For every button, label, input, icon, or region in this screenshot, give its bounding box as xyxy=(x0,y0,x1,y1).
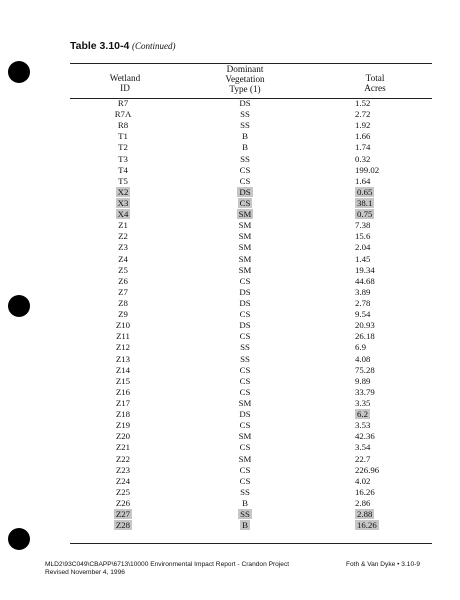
column-header-wetland-id xyxy=(95,74,155,94)
total-acres-cell-text: 26.18 xyxy=(355,331,375,342)
wetland-id-cell xyxy=(103,354,143,365)
vegetation-type-cell-text: SS xyxy=(240,120,250,131)
table-row xyxy=(70,487,432,498)
table-row xyxy=(70,131,432,142)
table-row xyxy=(70,442,432,453)
wetland-id-cell-text: Z14 xyxy=(115,364,131,375)
vegetation-type-cell xyxy=(225,98,265,109)
wetland-id-cell-text: Z27 xyxy=(115,509,131,520)
wetland-id-cell xyxy=(103,176,143,187)
total-acres-cell-text: 1.52 xyxy=(355,98,371,108)
table-bottom-rule xyxy=(70,543,432,544)
header-line: Type (1) xyxy=(229,83,261,94)
total-acres-cell xyxy=(355,109,401,120)
total-acres-cell xyxy=(355,220,401,231)
total-acres-cell-text: 0.75 xyxy=(357,209,373,220)
vegetation-type-cell xyxy=(225,287,265,298)
vegetation-type-cell-text: SM xyxy=(238,253,252,264)
total-acres-cell-text: 1.74 xyxy=(355,142,371,153)
table-row xyxy=(70,120,432,131)
vegetation-type-cell-text: DS xyxy=(239,320,251,331)
table-row xyxy=(70,409,432,420)
total-acres-cell-text: 1.66 xyxy=(355,131,371,142)
table-row xyxy=(70,498,432,509)
wetland-id-cell xyxy=(103,376,143,387)
vegetation-type-cell-text: CS xyxy=(239,420,251,431)
binder-hole-bottom xyxy=(8,528,30,550)
vegetation-type-cell-text: CS xyxy=(239,275,251,286)
vegetation-type-cell-text: CS xyxy=(239,364,251,375)
wetland-id-cell xyxy=(103,365,143,376)
wetland-id-cell-text: Z7 xyxy=(118,286,128,297)
wetland-id-cell xyxy=(103,287,143,298)
wetland-id-cell-text: Z2 xyxy=(118,231,128,242)
vegetation-type-cell-text: CS xyxy=(239,442,251,453)
total-acres-cell xyxy=(355,342,401,353)
vegetation-type-cell-text: SS xyxy=(240,153,250,164)
vegetation-type-cell xyxy=(225,465,265,476)
total-acres-cell-text: 199.02 xyxy=(355,164,380,175)
total-acres-cell xyxy=(355,154,401,165)
vegetation-type-cell-text: CS xyxy=(239,309,251,320)
table-row xyxy=(70,365,432,376)
table-row xyxy=(70,298,432,309)
vegetation-type-cell xyxy=(225,376,265,387)
wetland-id-cell xyxy=(103,320,143,331)
total-acres-cell-text: 3.35 xyxy=(355,397,371,408)
wetland-id-cell xyxy=(103,498,143,509)
total-acres-cell-text: 38.1 xyxy=(357,197,373,208)
total-acres-cell xyxy=(355,365,401,376)
header-line: Dominant xyxy=(226,64,264,74)
wetland-id-cell xyxy=(103,98,143,109)
wetland-id-cell-text: Z10 xyxy=(115,320,131,331)
total-acres-cell xyxy=(355,254,401,265)
wetland-id-cell-text: X2 xyxy=(117,186,129,197)
wetland-id-cell-text: T1 xyxy=(118,131,128,142)
wetland-id-cell xyxy=(103,487,143,498)
table-row xyxy=(70,520,432,531)
total-acres-cell xyxy=(355,265,401,276)
total-acres-cell xyxy=(355,309,401,320)
wetland-id-cell xyxy=(103,454,143,465)
total-acres-cell-text: 44.68 xyxy=(355,275,375,286)
total-acres-cell xyxy=(355,287,401,298)
vegetation-type-cell-text: SM xyxy=(238,209,252,220)
total-acres-cell xyxy=(355,509,401,520)
vegetation-type-cell-text: SM xyxy=(238,397,252,408)
wetland-id-cell xyxy=(103,276,143,287)
header-line: Wetland xyxy=(109,73,141,83)
wetland-id-cell-text: Z4 xyxy=(118,253,128,264)
wetland-id-cell xyxy=(103,420,143,431)
wetland-id-cell-text: Z23 xyxy=(115,464,131,475)
vegetation-type-cell xyxy=(225,320,265,331)
total-acres-cell-text: 9.89 xyxy=(355,375,371,386)
vegetation-type-cell xyxy=(225,254,265,265)
total-acres-cell-text: 42.36 xyxy=(355,431,375,442)
wetland-id-cell-text: Z6 xyxy=(118,275,128,286)
wetland-id-cell xyxy=(103,242,143,253)
wetland-id-cell xyxy=(103,120,143,131)
wetland-id-cell xyxy=(103,309,143,320)
wetland-id-cell xyxy=(103,509,143,520)
vegetation-type-cell xyxy=(225,120,265,131)
binder-hole-middle xyxy=(8,295,30,317)
total-acres-cell-text: 20.93 xyxy=(355,320,375,331)
total-acres-cell-text: 3.89 xyxy=(355,286,371,297)
total-acres-cell xyxy=(355,320,401,331)
vegetation-type-cell xyxy=(225,520,265,531)
wetland-id-cell xyxy=(103,109,143,120)
vegetation-type-cell-text: SM xyxy=(238,264,252,275)
vegetation-type-cell xyxy=(225,176,265,187)
vegetation-type-cell-text: SM xyxy=(238,231,252,242)
footer-document-path: MLD2\93C049\CBAPP\6713\10000 Environmental Impact Report - Crandon Project xyxy=(45,561,290,568)
total-acres-cell xyxy=(355,420,401,431)
wetland-id-cell-text: R7 xyxy=(117,98,129,108)
table-row xyxy=(70,98,432,109)
total-acres-cell-text: 1.64 xyxy=(355,175,371,186)
vegetation-type-cell xyxy=(225,342,265,353)
header-line: Total xyxy=(365,73,385,83)
vegetation-type-cell xyxy=(225,476,265,487)
wetland-id-cell xyxy=(103,198,143,209)
wetland-id-cell-text: X3 xyxy=(117,197,129,208)
wetland-id-cell-text: Z3 xyxy=(118,242,128,253)
vegetation-type-cell xyxy=(225,276,265,287)
table-row xyxy=(70,342,432,353)
total-acres-cell-text: 0.65 xyxy=(357,186,373,197)
table-row xyxy=(70,476,432,487)
total-acres-cell-text: 2.88 xyxy=(357,509,373,520)
total-acres-cell-text: 75.28 xyxy=(355,364,375,375)
wetland-id-cell xyxy=(103,342,143,353)
table-row xyxy=(70,465,432,476)
wetland-id-cell-text: Z15 xyxy=(115,375,131,386)
vegetation-type-cell-text: SM xyxy=(238,242,252,253)
table-row xyxy=(70,220,432,231)
wetland-id-cell-text: Z19 xyxy=(115,420,131,431)
vegetation-type-cell xyxy=(225,231,265,242)
wetland-id-cell xyxy=(103,442,143,453)
total-acres-cell-text: 6.9 xyxy=(355,342,366,353)
wetland-id-cell xyxy=(103,165,143,176)
header-line: Acres xyxy=(364,82,386,93)
vegetation-type-cell xyxy=(225,131,265,142)
total-acres-cell-text: 3.53 xyxy=(355,420,371,431)
total-acres-cell-text: 226.96 xyxy=(355,464,380,475)
table-row xyxy=(70,420,432,431)
footer-revision-date: Revised November 4, 1996 xyxy=(45,569,125,576)
vegetation-type-cell xyxy=(225,309,265,320)
total-acres-cell-text: 1.45 xyxy=(355,253,371,264)
vegetation-type-cell-text: B xyxy=(242,520,248,531)
wetland-id-cell-text: T2 xyxy=(118,142,128,153)
vegetation-type-cell-text: CS xyxy=(239,175,251,186)
vegetation-type-cell xyxy=(225,198,265,209)
wetland-id-cell-text: R7A xyxy=(114,109,132,120)
vegetation-type-cell-text: B xyxy=(242,131,248,142)
total-acres-cell xyxy=(355,209,401,220)
vegetation-type-cell xyxy=(225,420,265,431)
vegetation-type-cell xyxy=(225,509,265,520)
wetland-id-cell-text: Z16 xyxy=(115,386,131,397)
vegetation-type-cell xyxy=(225,165,265,176)
vegetation-type-cell xyxy=(225,209,265,220)
wetland-id-cell xyxy=(103,231,143,242)
wetland-id-cell xyxy=(103,187,143,198)
vegetation-type-cell xyxy=(225,442,265,453)
column-header-vegetation-type xyxy=(210,65,280,94)
total-acres-cell-text: 16.26 xyxy=(357,520,377,531)
wetland-id-cell-text: Z20 xyxy=(115,431,131,442)
vegetation-type-cell xyxy=(225,487,265,498)
wetland-id-cell xyxy=(103,520,143,531)
vegetation-type-cell-text: SS xyxy=(240,109,250,120)
total-acres-cell-text: 0.32 xyxy=(355,153,371,164)
vegetation-type-cell-text: DS xyxy=(239,409,251,420)
table-row xyxy=(70,276,432,287)
vegetation-type-cell xyxy=(225,298,265,309)
wetland-id-cell-text: Z8 xyxy=(118,297,128,308)
total-acres-cell-text: 2.04 xyxy=(355,242,371,253)
total-acres-cell xyxy=(355,354,401,365)
wetland-id-cell-text: X4 xyxy=(117,209,129,220)
vegetation-type-cell-text: SS xyxy=(240,342,250,353)
table-row xyxy=(70,242,432,253)
total-acres-cell xyxy=(355,165,401,176)
header-line: ID xyxy=(120,82,130,93)
vegetation-type-cell xyxy=(225,454,265,465)
wetland-id-cell xyxy=(103,476,143,487)
table-row xyxy=(70,454,432,465)
vegetation-type-cell xyxy=(225,387,265,398)
wetland-id-cell-text: Z22 xyxy=(115,453,131,464)
total-acres-cell xyxy=(355,498,401,509)
total-acres-cell xyxy=(355,331,401,342)
total-acres-cell-text: 22.7 xyxy=(355,453,371,464)
wetland-id-cell xyxy=(103,465,143,476)
total-acres-cell xyxy=(355,231,401,242)
wetland-id-cell-text: Z1 xyxy=(118,220,128,231)
footer-left xyxy=(45,561,289,577)
vegetation-type-cell-text: SS xyxy=(240,509,250,520)
table-row xyxy=(70,509,432,520)
vegetation-type-cell-text: DS xyxy=(239,286,251,297)
table-number: Table 3.10-4 xyxy=(70,40,130,52)
wetland-id-cell xyxy=(103,209,143,220)
vegetation-type-cell xyxy=(225,154,265,165)
wetland-id-cell xyxy=(103,298,143,309)
vegetation-type-cell xyxy=(225,109,265,120)
wetland-id-cell-text: Z12 xyxy=(115,342,131,353)
wetland-id-cell-text: T5 xyxy=(118,175,128,186)
wetland-id-cell xyxy=(103,431,143,442)
total-acres-cell xyxy=(355,398,401,409)
table-row xyxy=(70,254,432,265)
vegetation-type-cell xyxy=(225,354,265,365)
total-acres-cell xyxy=(355,120,401,131)
total-acres-cell xyxy=(355,487,401,498)
wetland-id-cell-text: Z21 xyxy=(115,442,131,453)
vegetation-type-cell xyxy=(225,398,265,409)
wetland-id-cell xyxy=(103,220,143,231)
table-row xyxy=(70,187,432,198)
wetland-id-cell-text: Z5 xyxy=(118,264,128,275)
total-acres-cell xyxy=(355,520,401,531)
vegetation-type-cell-text: DS xyxy=(239,297,251,308)
wetland-id-cell-text: Z13 xyxy=(115,353,131,364)
column-header-total-acres xyxy=(345,74,405,94)
total-acres-cell-text: 2.78 xyxy=(355,297,371,308)
vegetation-type-cell-text: SM xyxy=(238,220,252,231)
total-acres-cell-text: 2.86 xyxy=(355,497,371,508)
wetland-id-cell xyxy=(103,387,143,398)
wetland-id-cell-text: Z18 xyxy=(115,409,131,420)
wetland-id-cell-text: Z11 xyxy=(116,331,130,342)
vegetation-type-cell xyxy=(225,409,265,420)
total-acres-cell xyxy=(355,465,401,476)
total-acres-cell xyxy=(355,476,401,487)
header-line: Vegetation xyxy=(225,73,265,84)
vegetation-type-cell-text: CS xyxy=(239,331,251,342)
vegetation-type-cell-text: CS xyxy=(239,164,251,175)
table-row xyxy=(70,431,432,442)
vegetation-type-cell-text: B xyxy=(242,142,248,153)
total-acres-cell xyxy=(355,387,401,398)
total-acres-cell xyxy=(355,131,401,142)
table-row xyxy=(70,165,432,176)
binder-hole-top xyxy=(8,61,30,83)
total-acres-cell xyxy=(355,431,401,442)
vegetation-type-cell-text: SM xyxy=(238,431,252,442)
vegetation-type-cell-text: CS xyxy=(239,475,251,486)
vegetation-type-cell xyxy=(225,187,265,198)
vegetation-type-cell xyxy=(225,242,265,253)
table-row xyxy=(70,287,432,298)
wetland-id-cell-text: Z17 xyxy=(115,397,131,408)
vegetation-type-cell xyxy=(225,142,265,153)
total-acres-cell xyxy=(355,298,401,309)
vegetation-type-cell-text: CS xyxy=(239,197,251,208)
vegetation-type-cell xyxy=(225,365,265,376)
vegetation-type-cell-text: SS xyxy=(240,486,250,497)
total-acres-cell-text: 2.72 xyxy=(355,109,371,120)
total-acres-cell-text: 19.34 xyxy=(355,264,375,275)
total-acres-cell xyxy=(355,376,401,387)
wetland-id-cell xyxy=(103,398,143,409)
wetland-id-cell xyxy=(103,331,143,342)
total-acres-cell-text: 3.54 xyxy=(355,442,371,453)
total-acres-cell-text: 4.08 xyxy=(355,353,371,364)
table-row xyxy=(70,320,432,331)
table-row xyxy=(70,142,432,153)
wetland-id-cell-text: T3 xyxy=(118,153,128,164)
table-title xyxy=(70,40,175,52)
table-row xyxy=(70,398,432,409)
total-acres-cell xyxy=(355,409,401,420)
wetland-id-cell-text: Z25 xyxy=(115,486,131,497)
wetland-id-cell xyxy=(103,142,143,153)
vegetation-type-cell-text: DS xyxy=(239,98,251,108)
vegetation-type-cell-text: DS xyxy=(239,186,251,197)
wetland-id-cell-text: Z26 xyxy=(115,497,131,508)
vegetation-type-cell xyxy=(225,331,265,342)
total-acres-cell xyxy=(355,142,401,153)
table-row xyxy=(70,387,432,398)
table-row xyxy=(70,198,432,209)
wetland-id-cell-text: T4 xyxy=(118,164,128,175)
total-acres-cell xyxy=(355,176,401,187)
table-row xyxy=(70,209,432,220)
footer-page-number: Foth & Van Dyke • 3.10-9 xyxy=(345,561,420,568)
vegetation-type-cell-text: SM xyxy=(238,453,252,464)
total-acres-cell xyxy=(355,442,401,453)
total-acres-cell-text: 16.26 xyxy=(355,486,375,497)
table-row xyxy=(70,331,432,342)
total-acres-cell xyxy=(355,276,401,287)
total-acres-cell xyxy=(355,98,401,109)
total-acres-cell-text: 1.92 xyxy=(355,120,371,131)
total-acres-cell-text: 15.6 xyxy=(355,231,371,242)
total-acres-cell xyxy=(355,198,401,209)
table-row xyxy=(70,265,432,276)
table-body xyxy=(70,98,432,531)
wetland-id-cell xyxy=(103,131,143,142)
vegetation-type-cell xyxy=(225,431,265,442)
wetland-id-cell-text: Z24 xyxy=(115,475,131,486)
vegetation-type-cell xyxy=(225,220,265,231)
vegetation-type-cell xyxy=(225,498,265,509)
table-row xyxy=(70,176,432,187)
total-acres-cell-text: 4.02 xyxy=(355,475,371,486)
total-acres-cell-text: 9.54 xyxy=(355,309,371,320)
wetland-id-cell-text: Z9 xyxy=(118,309,128,320)
vegetation-type-cell xyxy=(225,265,265,276)
wetland-id-cell xyxy=(103,409,143,420)
table-row xyxy=(70,154,432,165)
wetland-id-cell-text: R8 xyxy=(117,120,129,131)
total-acres-cell-text: 6.2 xyxy=(357,409,368,420)
total-acres-cell xyxy=(355,242,401,253)
vegetation-type-cell-text: CS xyxy=(239,375,251,386)
table-row xyxy=(70,231,432,242)
vegetation-type-cell-text: CS xyxy=(239,464,251,475)
wetland-id-cell xyxy=(103,254,143,265)
vegetation-type-cell-text: CS xyxy=(239,386,251,397)
wetland-id-cell xyxy=(103,154,143,165)
vegetation-type-cell-text: B xyxy=(242,497,248,508)
total-acres-cell xyxy=(355,187,401,198)
vegetation-type-cell-text: SS xyxy=(240,353,250,364)
wetland-id-cell xyxy=(103,265,143,276)
table-row xyxy=(70,109,432,120)
table-subtitle: (Continued) xyxy=(131,41,176,51)
wetland-id-cell-text: Z28 xyxy=(115,520,131,531)
total-acres-cell xyxy=(355,454,401,465)
total-acres-cell-text: 33.79 xyxy=(355,386,375,397)
table-row xyxy=(70,376,432,387)
total-acres-cell-text: 7.38 xyxy=(355,220,371,231)
table-row xyxy=(70,354,432,365)
table-row xyxy=(70,309,432,320)
